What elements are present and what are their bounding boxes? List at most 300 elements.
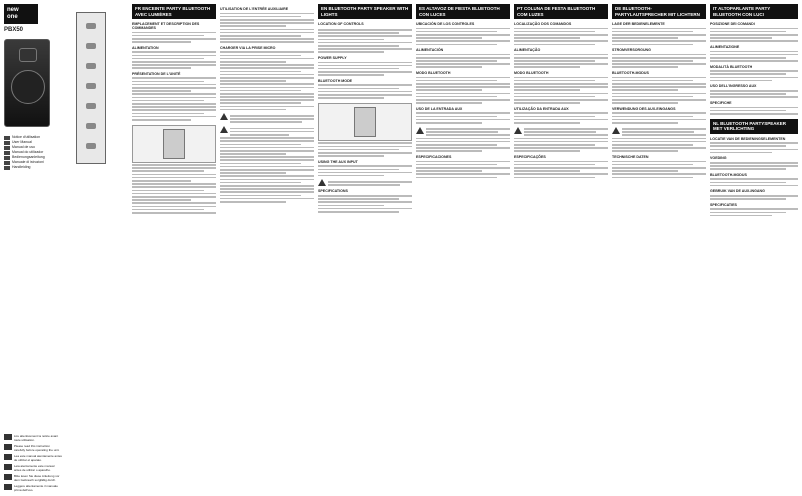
section-header: IT ALTOPARLANTE PARTY BLUETOOTH CON LUCI [710, 4, 798, 19]
text-line [612, 96, 693, 98]
logo-line-1: new [7, 7, 19, 13]
section-subtitle: GEBRUIK VAN DE AUX-INGANG [710, 189, 765, 194]
text-line [318, 97, 384, 99]
device-figure [318, 103, 412, 141]
text-line [514, 164, 595, 166]
section-it-nl [710, 4, 798, 492]
text-line [514, 44, 595, 46]
section-subtitle: BLUETOOTH-MODUS [612, 71, 649, 76]
text-line [220, 182, 301, 184]
text-line [220, 166, 314, 168]
text-line [220, 185, 314, 187]
text-line [416, 86, 510, 88]
text-line [132, 35, 204, 37]
notice-text: Leia atentamente este manual antes de utilizar o aparelho. [14, 464, 55, 472]
text-line [514, 83, 608, 85]
text-line [132, 119, 191, 121]
flag-icon [4, 136, 10, 140]
language-label: User Manual [12, 140, 32, 144]
text-line [416, 93, 510, 95]
text-line [328, 184, 400, 186]
text-line [710, 70, 798, 72]
device-figure [132, 125, 216, 163]
text-line [710, 51, 798, 53]
text-line [514, 57, 608, 59]
text-line [318, 208, 412, 210]
section-subtitle: LOCATIE VAN DE BEDIENINGSELEMENTEN [710, 136, 786, 141]
notice-text: Leggere attentamente il manuale prima dell'uso. [14, 484, 58, 492]
text-line [416, 37, 482, 39]
notice-item [4, 434, 62, 442]
text-line [710, 107, 798, 109]
section-subtitle: LOCALIZAÇÃO DOS COMANDOS [514, 22, 572, 26]
text-line [416, 28, 510, 30]
text-line [514, 170, 580, 172]
text-line [132, 97, 216, 99]
language-label: Notice d'utilisation [12, 135, 41, 139]
text-line [514, 147, 608, 149]
text-line [318, 149, 399, 151]
book-icon [4, 454, 12, 460]
text-line [514, 167, 608, 169]
section-subtitle: USO DELL'INGRESSO AUX [710, 84, 757, 89]
text-line [132, 167, 216, 169]
text-line [220, 140, 314, 142]
flag-icon [4, 141, 10, 145]
section-subtitle: ESPECIFICAÇÕES [514, 155, 546, 159]
section-subtitle: EMPLACEMENT ET DESCRIPTION DES COMMANDES [132, 22, 200, 30]
text-line [132, 41, 191, 43]
text-line [416, 170, 482, 172]
text-line [220, 188, 314, 190]
text-line [612, 44, 693, 46]
brand-logo [4, 4, 38, 24]
warning-block [220, 126, 314, 136]
text-line [318, 152, 412, 154]
book-icon [4, 444, 12, 450]
text-line [612, 144, 693, 146]
text-line [612, 112, 706, 114]
text-line [220, 67, 314, 69]
text-line [710, 90, 798, 92]
text-line [514, 66, 580, 68]
text-line [318, 29, 412, 31]
section-subtitle: MODALITÀ BLUETOOTH [710, 64, 753, 69]
text-line [514, 31, 595, 33]
section-header: PT COLUNA DE FESTA BLUETOOTH COM LUZES [514, 4, 608, 19]
language-item [4, 165, 62, 170]
text-line [318, 205, 384, 207]
text-line [612, 93, 706, 95]
section-header: DE BLUETOOTH-PARTYLAUTSPRECHER MIT LICHTERN [612, 4, 706, 19]
control-knob [86, 43, 96, 49]
text-line [514, 119, 608, 121]
text-line [132, 116, 216, 118]
text-line [132, 206, 216, 208]
tweeter [19, 48, 37, 62]
control-knob [86, 143, 96, 149]
text-line [318, 94, 412, 96]
text-line [220, 93, 314, 95]
text-line [612, 102, 678, 104]
panel-diagram-column [66, 4, 128, 492]
text-line [220, 163, 301, 165]
text-line [318, 45, 399, 47]
text-line [426, 134, 510, 136]
section-subtitle: TECHNISCHE DATEN [612, 155, 649, 159]
notice-text: Lire attentivement la notice avant toute utilisation. [14, 434, 59, 442]
text-line [612, 89, 678, 91]
text-line [514, 173, 608, 175]
text-line [220, 64, 314, 66]
language-label: Manual do utilizador [12, 150, 44, 154]
text-line [132, 177, 216, 179]
text-line [220, 13, 314, 15]
text-line [416, 112, 510, 114]
device-drawing [354, 107, 376, 137]
text-line [220, 77, 314, 79]
text-line [710, 178, 798, 180]
text-line [514, 37, 580, 39]
control-knob [86, 23, 96, 29]
text-line [220, 32, 314, 34]
section-subtitle: ESPECIFICACIONES [416, 155, 452, 159]
notice-item [4, 474, 62, 482]
text-line [132, 93, 216, 95]
book-icon [4, 464, 12, 470]
text-line [710, 145, 786, 147]
section-en [318, 4, 412, 492]
text-line [230, 121, 302, 123]
text-line [426, 128, 510, 130]
notice-item [4, 454, 62, 462]
language-label: Bedienungsanleitung [12, 155, 45, 159]
text-line [514, 80, 595, 82]
section-subtitle: LAGE DER BEDIENELEMENTE [612, 22, 665, 26]
text-line [220, 169, 314, 171]
text-line [514, 112, 608, 114]
section-header: NL BLUETOOTH PARTYSPEAKER MET VERLICHTING [710, 119, 798, 134]
text-line [612, 60, 693, 62]
text-line [318, 165, 412, 167]
device-drawing [163, 129, 185, 159]
text-line [318, 62, 412, 64]
text-line [524, 128, 608, 130]
logo-line-2: one [7, 14, 18, 20]
notice-item [4, 444, 62, 452]
section-subtitle: USO DE LA ENTRADA AUX [416, 106, 463, 111]
text-line [514, 141, 608, 143]
text-line [612, 83, 706, 85]
text-line [220, 159, 314, 161]
text-line [622, 134, 706, 136]
notice-item [4, 464, 62, 472]
text-line [710, 152, 772, 154]
text-line [612, 119, 706, 121]
text-line [318, 198, 399, 200]
text-line [416, 99, 510, 101]
text-line [220, 16, 301, 18]
text-line [416, 147, 510, 149]
text-line [710, 28, 798, 30]
control-knob [86, 63, 96, 69]
section-subtitle: PRÉSENTATION DE L'UNITÉ [132, 71, 181, 76]
text-line [318, 32, 399, 34]
flag-icon [4, 151, 10, 155]
text-line [612, 167, 706, 169]
text-line [416, 57, 510, 59]
text-line [132, 202, 216, 204]
text-line [132, 81, 204, 83]
text-line [220, 51, 314, 53]
flag-icon [4, 156, 10, 160]
section-subtitle: ALIMENTATION [132, 45, 159, 50]
text-line [710, 93, 786, 95]
text-line [220, 99, 314, 101]
warning-icon [612, 127, 620, 134]
text-line [220, 35, 301, 37]
text-line [416, 31, 497, 33]
control-knob [86, 103, 96, 109]
text-line [416, 66, 482, 68]
text-line [710, 40, 798, 42]
text-line [318, 211, 399, 213]
text-line [612, 80, 693, 82]
text-line [132, 196, 216, 198]
text-line [612, 99, 706, 101]
text-line [220, 61, 286, 63]
text-line [710, 80, 772, 82]
text-line [132, 212, 216, 214]
text-line [318, 142, 412, 144]
text-line [132, 84, 216, 86]
flag-icon [4, 161, 10, 165]
text-line [416, 77, 510, 79]
text-line [416, 164, 497, 166]
text-line [416, 80, 497, 82]
text-line [318, 65, 412, 67]
text-line [612, 86, 706, 88]
text-line [612, 63, 706, 65]
text-line [524, 131, 596, 133]
text-line [416, 34, 510, 36]
text-line [416, 44, 497, 46]
text-line [132, 32, 216, 34]
text-line [132, 106, 216, 108]
section-fr-part1 [132, 4, 216, 492]
notice-text: Bitte lesen Sie diese Anleitung vor dem Gebrauch sorgfältig durch. [14, 474, 60, 482]
text-line [710, 182, 786, 184]
section-subtitle: BLUETOOTH-MODUS [710, 172, 747, 177]
cover-column [4, 4, 62, 492]
text-line [612, 37, 678, 39]
model-name: PBX50 [4, 27, 24, 33]
section-subtitle: POSIZIONE DEI COMANDI [710, 22, 755, 26]
text-line [230, 115, 314, 117]
text-line [514, 63, 608, 65]
section-de [612, 4, 706, 492]
text-line [416, 138, 510, 140]
text-line [318, 74, 384, 76]
book-icon [4, 474, 12, 480]
text-line [514, 122, 580, 124]
text-line [514, 102, 580, 104]
text-line [132, 87, 216, 89]
text-line [612, 122, 678, 124]
text-line [220, 153, 286, 155]
section-subtitle: UTILISATION DE L'ENTRÉE AUXILIAIRE [220, 7, 289, 11]
text-line [220, 58, 314, 60]
text-line [230, 131, 314, 133]
section-subtitle: SPECIFICHE [710, 101, 732, 105]
text-line [514, 60, 595, 62]
text-line [710, 195, 798, 197]
text-line [132, 113, 204, 115]
control-knob [86, 123, 96, 129]
text-line [230, 118, 314, 120]
text-line [318, 71, 412, 73]
text-line [220, 19, 314, 21]
text-line [318, 175, 384, 177]
language-label: Handleiding [12, 165, 31, 169]
text-line [710, 54, 798, 56]
control-knob [86, 83, 96, 89]
section-subtitle: POWER SUPPLY [318, 55, 347, 60]
text-line [416, 60, 497, 62]
text-line [220, 38, 314, 40]
book-icon [4, 434, 12, 440]
warning-block [220, 113, 314, 123]
text-line [220, 191, 314, 193]
section-subtitle: SPECIFICATIES [710, 202, 737, 207]
text-line [220, 106, 314, 108]
section-fr-part2 [220, 4, 314, 492]
text-line [318, 35, 412, 37]
notice-item [4, 484, 62, 492]
text-line [318, 91, 412, 93]
text-line [514, 99, 608, 101]
text-line [612, 28, 706, 30]
text-line [220, 25, 286, 27]
section-pt [514, 4, 608, 492]
text-line [318, 169, 399, 171]
controls-list [318, 29, 412, 53]
text-line [514, 96, 595, 98]
section-subtitle: MODO BLUETOOTH [514, 71, 549, 76]
text-line [318, 146, 412, 148]
text-line [220, 137, 314, 139]
text-line [514, 34, 608, 36]
text-line [416, 40, 510, 42]
speaker-image [4, 39, 50, 127]
text-line [612, 40, 706, 42]
text-line [710, 57, 786, 59]
warning-icon [416, 127, 424, 134]
text-line [132, 38, 216, 40]
section-subtitle: VERWENDUNG DES AUX-EINGANGS [612, 106, 676, 111]
warning-block [514, 127, 608, 137]
text-line [132, 170, 204, 172]
section-subtitle: LOCATION OF CONTROLS [318, 22, 364, 26]
text-line [612, 150, 678, 152]
text-line [416, 54, 510, 56]
text-line [132, 174, 216, 176]
rear-panel-diagram [76, 12, 106, 164]
text-line [710, 142, 798, 144]
text-line [416, 122, 482, 124]
text-line [318, 39, 384, 41]
section-header: EN BLUETOOTH PARTY SPEAKER WITH LIGHTS [318, 4, 412, 19]
text-line [416, 141, 510, 143]
text-line [612, 116, 693, 118]
text-line [710, 165, 798, 167]
text-line [612, 138, 706, 140]
text-line [220, 198, 314, 200]
text-line [416, 83, 510, 85]
text-line [220, 71, 301, 73]
warning-icon [220, 126, 228, 133]
text-line [328, 181, 412, 183]
text-line [132, 190, 204, 192]
text-line [612, 31, 693, 33]
section-subtitle: USING THE AUX INPUT [318, 159, 358, 164]
text-line [612, 173, 706, 175]
text-line [514, 77, 608, 79]
text-line [710, 34, 798, 36]
text-line [132, 199, 191, 201]
text-line [132, 58, 204, 60]
text-line [612, 161, 706, 163]
text-line [132, 103, 216, 105]
text-line [318, 42, 412, 44]
text-line [220, 41, 314, 43]
text-line [132, 209, 204, 211]
text-line [416, 167, 510, 169]
text-line [622, 128, 706, 130]
text-line [220, 102, 301, 104]
notice-text: Lea este manual atentamente antes de utilizar el aparato. [14, 454, 62, 462]
text-line [220, 144, 301, 146]
text-line [416, 96, 497, 98]
text-line [514, 138, 608, 140]
text-line [426, 131, 498, 133]
text-line [132, 55, 216, 57]
section-subtitle: MODO BLUETOOTH [416, 71, 451, 76]
text-line [416, 161, 510, 163]
text-line [416, 144, 497, 146]
text-line [514, 144, 595, 146]
warning-icon [220, 113, 228, 120]
text-line [710, 208, 798, 210]
text-line [710, 96, 798, 98]
text-line [132, 64, 216, 66]
text-line [132, 180, 191, 182]
text-line [416, 102, 482, 104]
section-subtitle: BLUETOOTH MODE [318, 78, 353, 83]
text-line [318, 51, 384, 53]
text-line [132, 183, 216, 185]
text-line [132, 77, 216, 79]
warning-icon [318, 179, 326, 186]
text-line [514, 150, 580, 152]
text-line [318, 201, 412, 203]
text-line [318, 195, 412, 197]
text-line [132, 164, 216, 166]
text-line [230, 128, 314, 130]
section-subtitle: ALIMENTACIÓN [416, 48, 444, 53]
text-line [612, 147, 706, 149]
text-line [710, 168, 786, 170]
